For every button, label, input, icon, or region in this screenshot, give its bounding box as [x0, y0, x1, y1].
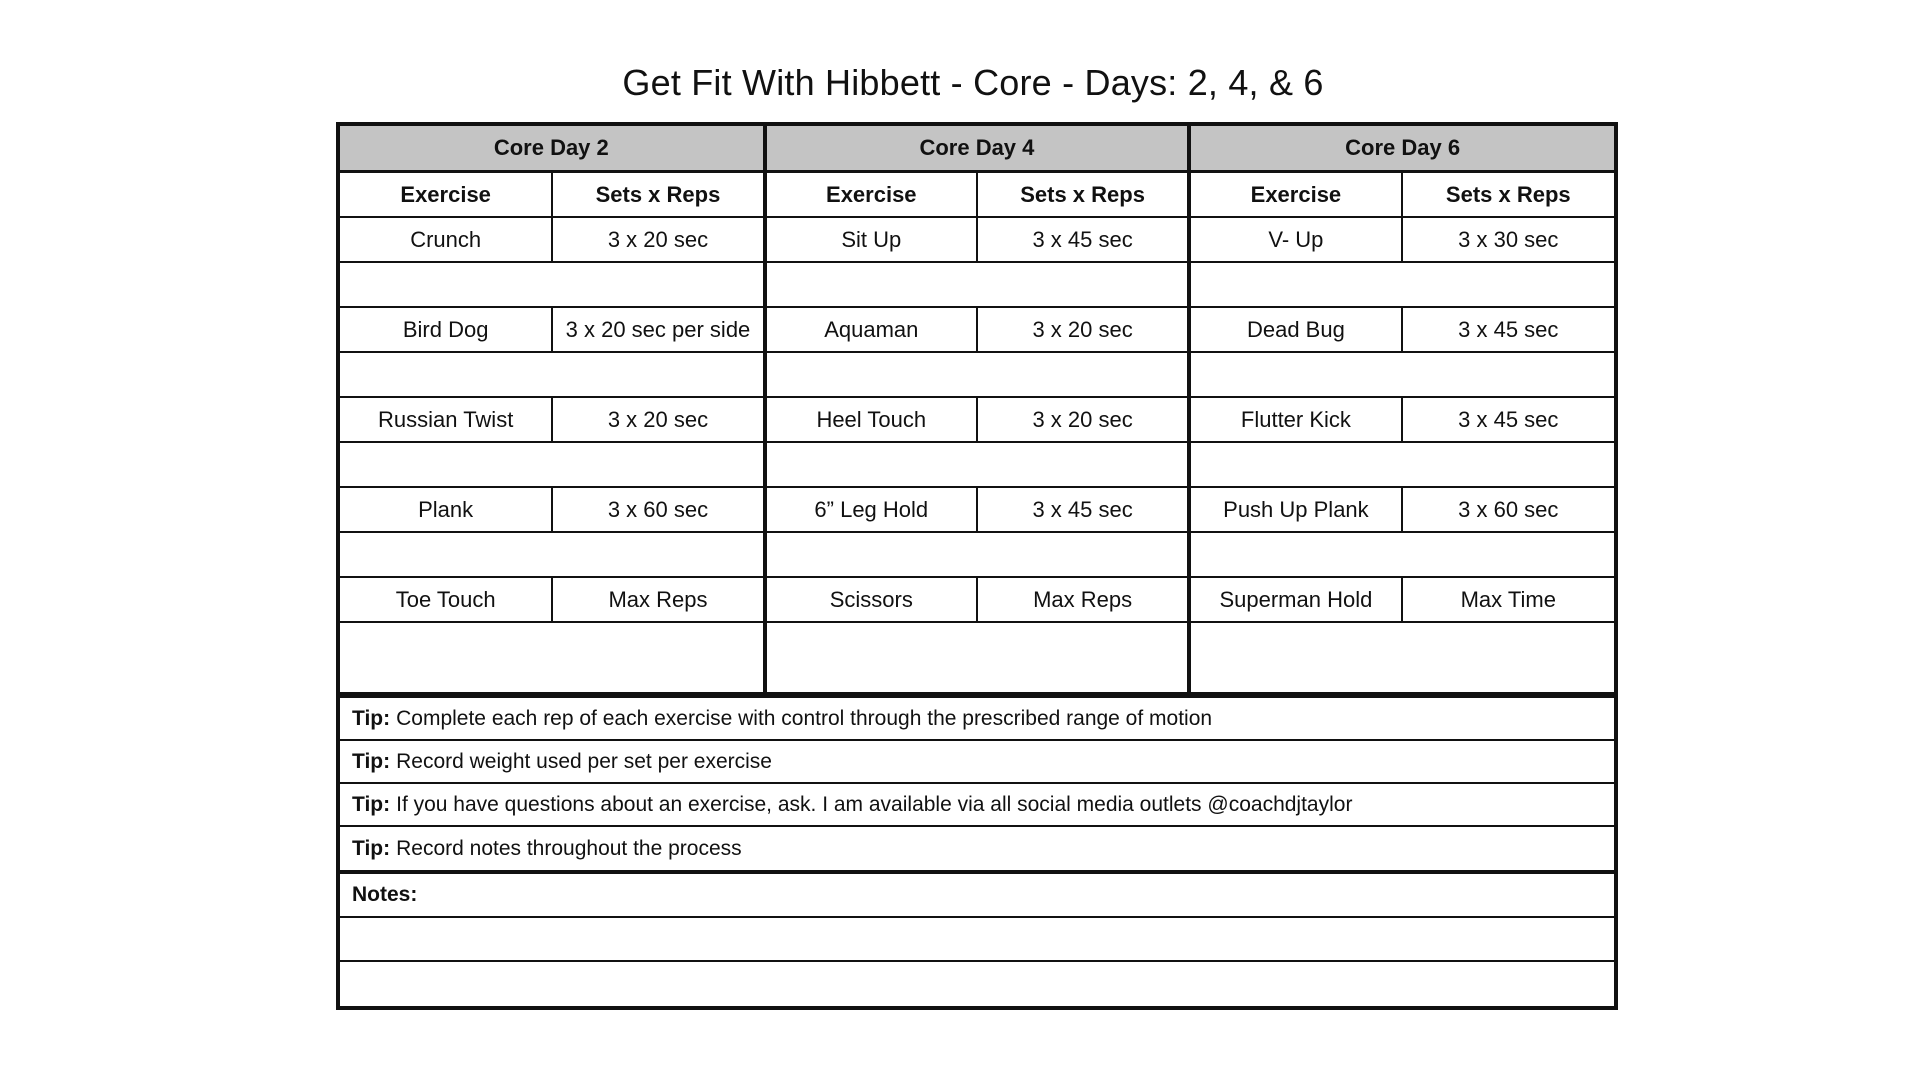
exercise-cell: Crunch	[340, 217, 552, 262]
day-header-row	[340, 126, 1614, 172]
sets-reps-cell: Max Time	[1402, 577, 1614, 622]
record-row	[340, 622, 1614, 693]
sets-reps-cell: 3 x 20 sec	[552, 217, 764, 262]
page-title: Get Fit With Hibbett - Core - Days: 2, 4, & 6	[622, 62, 1324, 103]
exercise-cell: Scissors	[765, 577, 977, 622]
tip-row	[340, 827, 1614, 870]
workout-sheet	[336, 122, 1618, 1010]
record-cell[interactable]	[1189, 532, 1614, 577]
notes-line[interactable]	[340, 918, 1614, 962]
record-cell[interactable]	[1189, 622, 1614, 693]
record-row	[340, 262, 1614, 307]
record-row	[340, 352, 1614, 397]
notes-line[interactable]	[340, 962, 1614, 1006]
sets-reps-cell: Max Reps	[977, 577, 1189, 622]
exercise-cell: V- Up	[1189, 217, 1401, 262]
tip-text: If you have questions about an exercise, ask. I am available via all social media outlets @coachdjtaylor	[396, 792, 1353, 816]
exercise-cell: Push Up Plank	[1189, 487, 1401, 532]
column-header-exercise: Exercise	[1189, 172, 1401, 218]
column-header-sets-reps: Sets x Reps	[1402, 172, 1614, 218]
exercise-cell: Bird Dog	[340, 307, 552, 352]
tip-row	[340, 784, 1614, 827]
sets-reps-cell: 3 x 45 sec	[1402, 307, 1614, 352]
tip-label: Tip:	[352, 836, 391, 860]
record-row	[340, 532, 1614, 577]
sets-reps-cell: 3 x 20 sec	[552, 397, 764, 442]
column-header-exercise: Exercise	[340, 172, 552, 218]
exercise-cell: Aquaman	[765, 307, 977, 352]
exercise-cell: Toe Touch	[340, 577, 552, 622]
exercise-row	[340, 217, 1614, 262]
sets-reps-cell: 3 x 20 sec per side	[552, 307, 764, 352]
sets-reps-cell: 3 x 30 sec	[1402, 217, 1614, 262]
exercise-row	[340, 307, 1614, 352]
exercise-cell: Russian Twist	[340, 397, 552, 442]
exercise-cell: Sit Up	[765, 217, 977, 262]
exercise-row	[340, 577, 1614, 622]
tip-label: Tip:	[352, 792, 391, 816]
tip-row	[340, 741, 1614, 784]
column-header-sets-reps: Sets x Reps	[977, 172, 1189, 218]
tip-label: Tip:	[352, 749, 391, 773]
tip-row	[340, 698, 1614, 741]
record-cell[interactable]	[340, 532, 765, 577]
exercise-row	[340, 487, 1614, 532]
notes-label: Notes:	[352, 883, 418, 906]
exercise-cell: Flutter Kick	[1189, 397, 1401, 442]
column-header-row	[340, 172, 1614, 218]
column-header-exercise: Exercise	[765, 172, 977, 218]
record-row	[340, 442, 1614, 487]
sets-reps-cell: 3 x 45 sec	[1402, 397, 1614, 442]
sets-reps-cell: Max Reps	[552, 577, 764, 622]
sets-reps-cell: 3 x 45 sec	[977, 217, 1189, 262]
exercise-cell: 6” Leg Hold	[765, 487, 977, 532]
tip-label: Tip:	[352, 706, 391, 730]
sets-reps-cell: 3 x 45 sec	[977, 487, 1189, 532]
record-cell[interactable]	[340, 262, 765, 307]
sets-reps-cell: 3 x 60 sec	[552, 487, 764, 532]
record-cell[interactable]	[1189, 262, 1614, 307]
record-cell[interactable]	[765, 442, 1190, 487]
record-cell[interactable]	[765, 352, 1190, 397]
notes-section	[340, 870, 1614, 1006]
record-cell[interactable]	[765, 622, 1190, 693]
tip-text: Record notes throughout the process	[396, 836, 742, 860]
exercise-cell: Dead Bug	[1189, 307, 1401, 352]
record-cell[interactable]	[1189, 442, 1614, 487]
sets-reps-cell: 3 x 60 sec	[1402, 487, 1614, 532]
exercise-cell: Heel Touch	[765, 397, 977, 442]
day-header-day-2: Core Day 2	[340, 126, 765, 172]
notes-header-row	[340, 874, 1614, 918]
day-header-day-4: Core Day 4	[765, 126, 1190, 172]
tip-text: Complete each rep of each exercise with control through the prescribed range of motion	[396, 706, 1213, 730]
record-cell[interactable]	[765, 262, 1190, 307]
record-cell[interactable]	[340, 352, 765, 397]
record-cell[interactable]	[765, 532, 1190, 577]
record-cell[interactable]	[340, 442, 765, 487]
exercise-row	[340, 397, 1614, 442]
sets-reps-cell: 3 x 20 sec	[977, 397, 1189, 442]
record-cell[interactable]	[1189, 352, 1614, 397]
workout-table	[340, 126, 1614, 694]
exercise-cell: Plank	[340, 487, 552, 532]
exercise-cell: Superman Hold	[1189, 577, 1401, 622]
day-header-day-6: Core Day 6	[1189, 126, 1614, 172]
tips-section	[340, 694, 1614, 870]
sets-reps-cell: 3 x 20 sec	[977, 307, 1189, 352]
column-header-sets-reps: Sets x Reps	[552, 172, 764, 218]
tip-text: Record weight used per set per exercise	[396, 749, 772, 773]
record-cell[interactable]	[340, 622, 765, 693]
